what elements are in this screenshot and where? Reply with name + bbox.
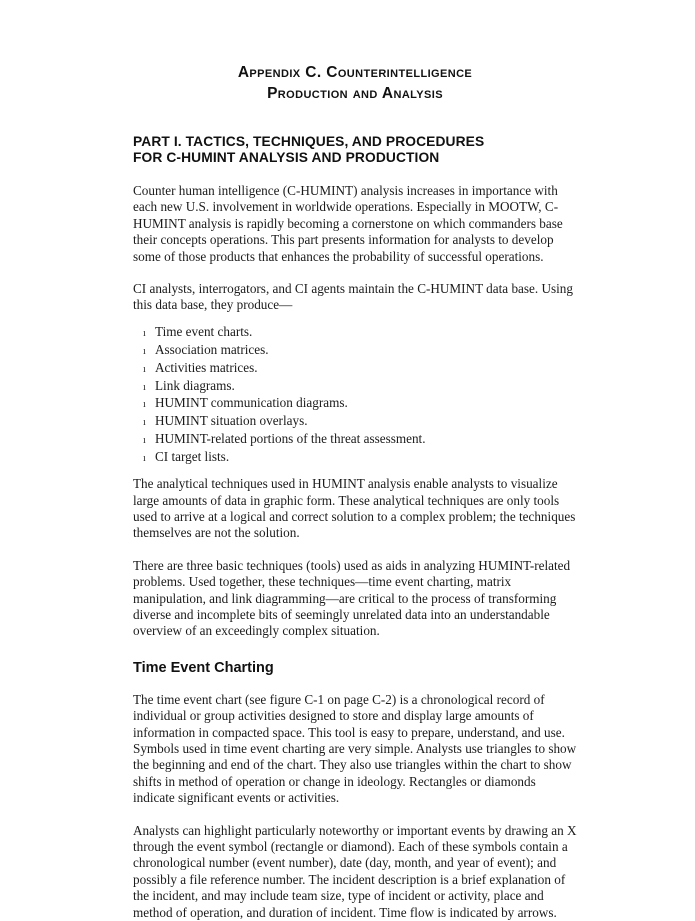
document-title-line-1: Appendix C. Counterintelligence: [237, 64, 473, 81]
list-item: [133, 342, 577, 360]
products-list: [133, 324, 577, 467]
bullet-icon: ı: [143, 345, 146, 357]
list-item: [133, 360, 577, 378]
section-heading-time-event-charting: Time Event Charting: [133, 659, 274, 676]
list-item: [133, 449, 577, 467]
bullet-icon: ı: [143, 399, 146, 411]
bullet-icon: ı: [143, 327, 146, 339]
list-item-text: HUMINT-related portions of the threat assessment.: [155, 431, 426, 447]
part-heading: [133, 134, 577, 166]
bullet-icon: ı: [143, 363, 146, 375]
part-heading-line-1: PART I. TACTICS, TECHNIQUES, AND PROCEDURES: [133, 134, 485, 149]
document-title: [133, 62, 577, 104]
bullet-icon: ı: [143, 417, 146, 429]
time-event-paragraph-1: The time event chart (see figure C-1 on page C-2) is a chronological record of individual or group activities designed to store and display large amounts of information in compacted space. This tool is easy to prepare, understand, and use. Symbols used in time event charting are very simple. Analysts use triangles to show the beginning and end of the chart. They also use triangles within the chart to show shifts in method of operation or change in ideology. Rectangles or diamonds indicate significant events or activities.: [133, 691, 577, 806]
list-item: [133, 395, 577, 413]
list-item: [133, 413, 577, 431]
bullet-icon: ı: [143, 435, 146, 447]
time-event-paragraph-2: Analysts can highlight particularly noteworthy or important events by drawing an X through the event symbol (rectangle or diamond). Each of these symbols contain a chronological number (event number), date (day, month, and year of event); and possibly a file reference number. The incident description is a brief explanation of the incident, and may include team size, type of incident or activity, place and method of operation, and duration of incident. Time flow is indicated by arrows.: [133, 822, 577, 920]
list-item-text: HUMINT communication diagrams.: [155, 395, 348, 411]
list-item: [133, 378, 577, 396]
list-item-text: Activities matrices.: [155, 359, 258, 375]
three-techniques-paragraph: There are three basic techniques (tools) used as aids in analyzing HUMINT-related problems. Used together, these techniques—time event charting, matrix manipulation, and link diagramming—are critical to the process of transforming diverse and incomplete bits of seemingly unrelated data into an understandable overview of an exceedingly complex situation.: [133, 557, 571, 639]
bullet-icon: ı: [143, 453, 146, 465]
list-item: [133, 431, 577, 449]
analytical-techniques-paragraph: The analytical techniques used in HUMINT analysis enable analysts to visualize large amounts of data in graphic form. These analytical techniques are only tools used to arrive at a logical and correct solution to a complex problem; the techniques themselves are not the solution.: [133, 476, 576, 541]
list-item-text: Time event charts.: [155, 323, 253, 339]
intro-paragraph-1: Counter human intelligence (C-HUMINT) analysis increases in importance with each new U.S. involvement in worldwide operations. Especially in MOOTW, C-HUMINT analysis is rapidly becoming a cornerstone on which commanders base their concepts operations. This part presents information for analysts to develop some of those products that enhances the probability of successful operations.: [133, 183, 563, 264]
document-title-line-2: Production and Analysis: [267, 85, 443, 102]
list-item-text: Link diagrams.: [155, 377, 235, 393]
list-item-text: HUMINT situation overlays.: [155, 413, 308, 429]
part-heading-line-2: FOR C-HUMINT ANALYSIS AND PRODUCTION: [133, 150, 440, 165]
list-item-text: Association matrices.: [155, 341, 269, 357]
list-item-text: CI target lists.: [155, 449, 230, 465]
intro-paragraph-2: CI analysts, interrogators, and CI agents maintain the C-HUMINT data base. Using this data base, they produce—: [133, 281, 573, 313]
bullet-icon: ı: [143, 381, 146, 393]
list-item: [133, 324, 577, 342]
